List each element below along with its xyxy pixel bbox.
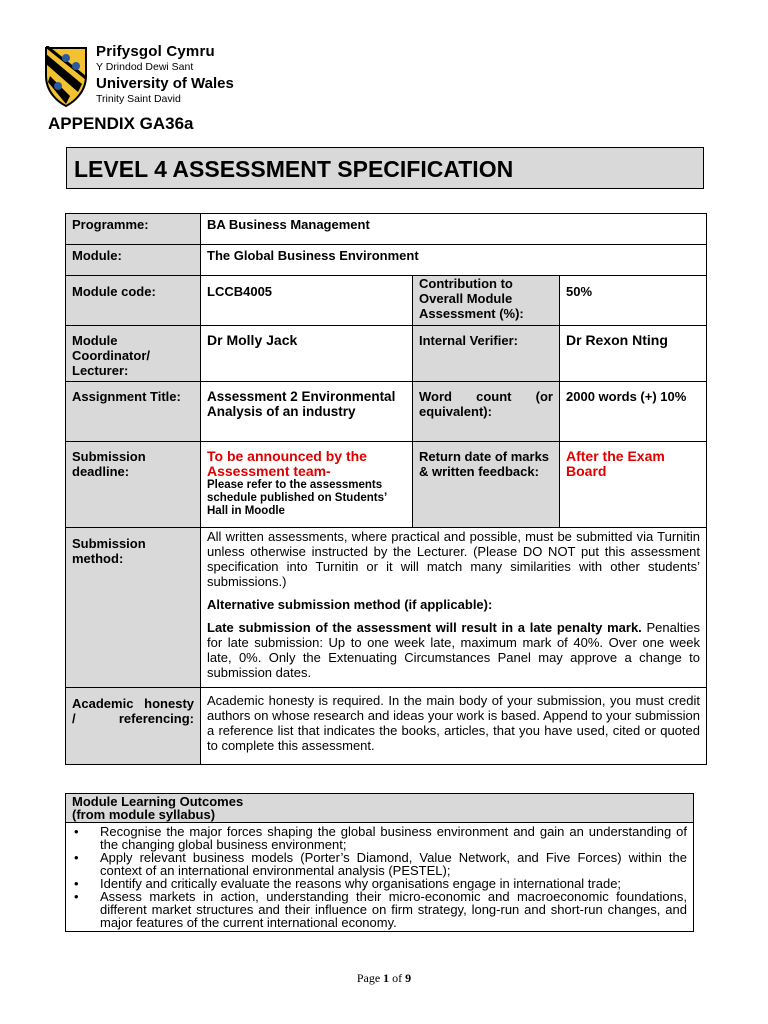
late-submission-text bbox=[207, 620, 700, 680]
module-label: Module: bbox=[66, 245, 201, 276]
list-item bbox=[74, 889, 687, 930]
verifier-value: Dr Rexon Nting bbox=[560, 326, 707, 382]
university-name-welsh: Prifysgol Cymru bbox=[96, 43, 215, 60]
submission-method-cell bbox=[201, 528, 707, 688]
shield-crest-icon bbox=[44, 46, 88, 108]
page-number: 1 bbox=[383, 971, 390, 985]
contribution-value: 50% bbox=[560, 276, 707, 326]
learning-outcomes-subtitle: (from module syllabus) bbox=[72, 807, 216, 822]
programme-value: BA Business Management bbox=[201, 214, 707, 245]
bullet-icon: • bbox=[74, 889, 79, 904]
word-count-value: 2000 words (+) 10% bbox=[560, 382, 707, 442]
assignment-title-value: Assessment 2 Environmental Analysis of an industry bbox=[201, 382, 413, 442]
learning-outcomes-list bbox=[72, 825, 687, 929]
list-item bbox=[74, 824, 687, 852]
learning-outcomes-body bbox=[66, 823, 694, 932]
of-word: of bbox=[392, 971, 403, 985]
table-row bbox=[66, 326, 707, 382]
university-subname-english: Trinity Saint David bbox=[96, 92, 181, 105]
coordinator-label: Module Coordinator/ Lecturer: bbox=[66, 326, 201, 382]
table-row bbox=[66, 823, 694, 932]
return-date-label: Return date of marks & written feedback: bbox=[413, 442, 560, 528]
outcome-text: Recognise the major forces shaping the global business environment and gain an understanding of the changing global business environment; bbox=[100, 824, 687, 852]
deadline-value: To be announced by the Assessment team- bbox=[207, 448, 367, 479]
module-code-value: LCCB4005 bbox=[201, 276, 413, 326]
appendix-label: APPENDIX GA36a bbox=[48, 114, 194, 133]
deadline-note: Please refer to the assessments schedule published on Students’ Hall in Moodle bbox=[207, 479, 387, 517]
module-code-label: Module code: bbox=[66, 276, 201, 326]
outcome-text: Identify and critically evaluate the reasons why organisations engage in international trade; bbox=[100, 876, 622, 891]
assessment-spec-table bbox=[65, 213, 707, 765]
university-logo bbox=[44, 44, 244, 110]
deadline-cell bbox=[201, 442, 413, 528]
academic-honesty-value: Academic honesty is required. In the main body of your submission, you must credit authors on whose research and ideas your work is based. Append to your submission a reference list that indicates the books, articles, that you have used, cited or quoted to complete this assessment. bbox=[201, 688, 707, 765]
page-footer bbox=[0, 971, 768, 986]
word-count-label: Word count (or equivalent): bbox=[413, 382, 560, 442]
outcome-text: Assess markets in action, understanding their micro-economic and macroeconomic foundations, different market structures and their influence on firm strategy, long-run and short-run changes, and major features of the current international economy. bbox=[100, 889, 687, 930]
bullet-icon: • bbox=[74, 876, 79, 891]
contribution-label: Contribution to Overall Module Assessment (%): bbox=[413, 276, 560, 326]
outcome-text: Apply relevant business models (Porter’s Diamond, Value Network, and Five Forces) within the context of an international environmental analysis (PESTEL); bbox=[100, 850, 687, 878]
learning-outcomes-heading bbox=[66, 794, 694, 823]
return-date-value: After the Exam Board bbox=[560, 442, 707, 528]
table-row bbox=[66, 794, 694, 823]
table-row bbox=[66, 528, 707, 688]
table-row bbox=[66, 688, 707, 765]
programme-label: Programme: bbox=[66, 214, 201, 245]
module-value: The Global Business Environment bbox=[201, 245, 707, 276]
table-row bbox=[66, 276, 707, 326]
bullet-icon: • bbox=[74, 850, 79, 865]
bullet-icon: • bbox=[74, 824, 79, 839]
late-submission-warning: Late submission of the assessment will result in a late penalty mark. bbox=[207, 620, 642, 635]
coordinator-value: Dr Molly Jack bbox=[201, 326, 413, 382]
learning-outcomes-title: Module Learning Outcomes bbox=[72, 794, 244, 809]
late-penalty-text: Penalties for late submission: Up to one week late, maximum mark of 40%. Over one week late, 0%. Only the Extenuating Circumstances Panel may approve a change to submission dates. bbox=[207, 620, 700, 680]
list-item bbox=[74, 850, 687, 878]
university-subname-welsh: Y Drindod Dewi Sant bbox=[96, 61, 194, 73]
document-title: LEVEL 4 ASSESSMENT SPECIFICATION bbox=[74, 156, 514, 182]
academic-honesty-label: Academic honesty / referencing: bbox=[66, 688, 201, 765]
page-word: Page bbox=[356, 971, 381, 985]
table-row bbox=[66, 382, 707, 442]
table-row bbox=[66, 245, 707, 276]
deadline-label: Submission deadline: bbox=[66, 442, 201, 528]
university-name-english: University of Wales bbox=[96, 74, 234, 92]
assignment-title-label: Assignment Title: bbox=[66, 382, 201, 442]
alternative-method-heading: Alternative submission method (if applicable): bbox=[207, 597, 493, 612]
submission-method-label: Submission method: bbox=[66, 528, 201, 688]
document-title-box bbox=[66, 147, 704, 189]
verifier-label: Internal Verifier: bbox=[413, 326, 560, 382]
page-total: 9 bbox=[405, 971, 412, 985]
submission-method-text: All written assessments, where practical and possible, must be submitted via Turnitin unless otherwise instructed by the Lecturer. (Please DO NOT put this assessment specification into Turnitin or it will match many similarities with other students’ submissions.) bbox=[207, 529, 700, 589]
table-row bbox=[66, 442, 707, 528]
table-row bbox=[66, 214, 707, 245]
learning-outcomes-table bbox=[65, 793, 694, 932]
